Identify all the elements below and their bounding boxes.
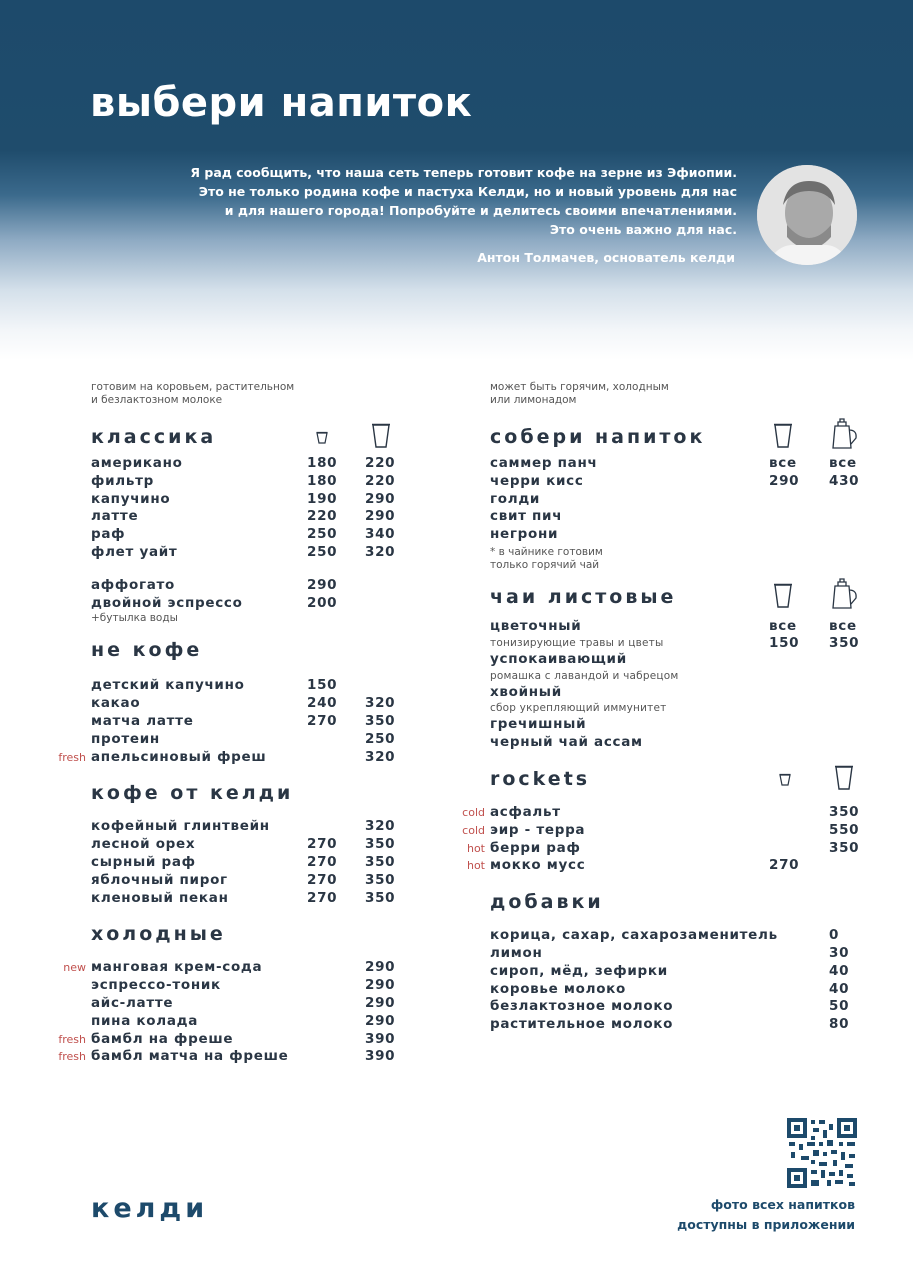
founder-photo — [757, 165, 857, 265]
menu-row: hot мокко мусс 270 — [466, 857, 800, 874]
menu-row: new манговая крем-сода 290 — [63, 959, 396, 976]
menu-row: хвойный — [490, 683, 562, 700]
section-title: собери напиток — [490, 426, 706, 448]
menu-row: какао 240 320 — [91, 695, 396, 712]
menu-row: кофейный глинтвейн 320 — [91, 818, 396, 835]
menu-row: эспрессо-тоник 290 — [91, 977, 396, 994]
menu-row: американо 180 220 — [91, 455, 396, 471]
section-title: чаи листовые — [490, 585, 677, 608]
fresh-tag: fresh — [58, 1050, 86, 1064]
teapot-icon — [830, 578, 858, 610]
menu-row: раф 250 340 — [91, 526, 396, 543]
menu-row: флет уайт 250 320 — [91, 543, 396, 560]
menu-row: fresh апельсиновый фреш 320 — [58, 748, 396, 765]
section-classic — [91, 422, 411, 625]
qr-caption — [677, 1195, 855, 1235]
section-leaf-tea — [490, 582, 870, 752]
quote-author: Антон Толмачев, основатель келди — [477, 250, 735, 265]
tea-description: ромашка с лавандой и чабрецом — [490, 669, 679, 682]
menu-row: fresh бамбл матча на фреше 390 — [58, 1048, 396, 1065]
quote-line: Это очень важно для нас. — [549, 222, 737, 237]
menu-row: успокаивающий — [490, 650, 627, 667]
menu-row: cold асфальт 350 — [462, 803, 860, 820]
menu-row: латте 220 290 — [91, 508, 396, 525]
menu-row: айс-латте 290 — [91, 994, 396, 1011]
menu-row: коровье молоко 40 — [490, 980, 850, 997]
section-title: классика — [91, 426, 217, 448]
menu-row: растительное молоко 80 — [490, 1016, 850, 1033]
menu-row: hot берри раф 350 — [466, 839, 860, 856]
menu-row: голди — [490, 490, 541, 507]
menu-row: черный чай ассам — [490, 734, 643, 751]
section-title: добавки — [490, 891, 604, 914]
menu-left-column — [58, 381, 411, 1066]
section-not-coffee — [58, 635, 411, 766]
section-title: не кофе — [91, 639, 203, 662]
menu-row: протеин 250 — [91, 730, 396, 747]
menu-row: аффогато 290 — [91, 576, 338, 593]
section-cold — [58, 919, 411, 1066]
large-cup-icon — [773, 582, 793, 608]
build-note: может быть горячим, холодным или лимонадом — [490, 381, 669, 406]
large-cup-icon — [773, 422, 793, 448]
page-title: выбери напиток — [90, 80, 473, 126]
menu-row: свит пич — [490, 508, 563, 525]
menu-row: лимон 30 — [490, 944, 850, 961]
menu-row: гречишный — [490, 716, 587, 733]
menu-row: капучино 190 290 — [91, 490, 396, 507]
espresso-note: +бутылка воды — [91, 612, 178, 625]
founder-quote — [177, 163, 737, 239]
hot-tag: hot — [466, 859, 485, 873]
large-cup-icon — [834, 764, 854, 790]
menu-row: сироп, мёд, зефирки 40 — [490, 962, 850, 979]
section-build-drink — [490, 422, 870, 572]
section-title: кофе от келди — [91, 782, 294, 805]
menu-row: черри кисс 290 430 — [490, 472, 860, 489]
qr-caption-line: доступны в приложении — [677, 1217, 855, 1232]
teapot-icon — [830, 418, 858, 450]
hot-tag: hot — [466, 841, 485, 855]
small-cup-icon — [316, 431, 328, 444]
cold-tag: cold — [462, 805, 485, 819]
menu-row: матча латте 270 350 — [91, 712, 396, 729]
menu-row: двойной эспрессо 200 — [91, 594, 338, 611]
tea-description: сбор укрепляющий иммунитет — [490, 702, 667, 715]
menu-right-column — [462, 381, 870, 1034]
quote-line: и для нашего города! Попробуйте и делитесь своими впечатлениями. — [224, 203, 737, 218]
fresh-tag: fresh — [58, 750, 86, 764]
teapot-note: * в чайнике готовим только горячий чай — [490, 545, 603, 571]
menu-row: пина колада 290 — [91, 1012, 396, 1029]
quote-line: Я рад сообщить, что наша сеть теперь готовит кофе на зерне из Эфиопии. — [190, 165, 737, 180]
large-cup-icon — [371, 422, 391, 448]
menu-row: кленовый пекан 270 350 — [91, 889, 396, 906]
small-cup-icon — [779, 773, 791, 786]
milk-note: готовим на коровьем, растительном и безлактозном молоке — [91, 381, 295, 406]
section-additions — [490, 887, 870, 1034]
menu-row: фильтр 180 220 — [91, 472, 396, 489]
section-keldi-coffee — [91, 778, 411, 907]
section-rockets — [462, 764, 870, 875]
menu-row: цветочный все все — [490, 617, 857, 634]
cold-tag: cold — [462, 823, 485, 837]
qr-code[interactable] — [787, 1118, 857, 1188]
menu-row: безлактозное молоко 50 — [490, 998, 850, 1015]
menu-row: сырный раф 270 350 — [91, 853, 396, 870]
menu-row: негрони — [490, 526, 559, 543]
section-title: холодные — [91, 923, 226, 946]
menu-row: cold эир - терра 550 — [462, 821, 860, 838]
fresh-tag: fresh — [58, 1032, 86, 1046]
menu-row: детский капучино 150 — [91, 677, 338, 694]
quote-line: Это не только родина кофе и пастуха Келди, но и новый уровень для нас — [198, 184, 737, 199]
new-tag: new — [63, 961, 86, 975]
tea-description: тонизирующие травы и цветы 150 350 — [490, 634, 860, 651]
menu-row: лесной орех 270 350 — [91, 836, 396, 853]
qr-caption-line: фото всех напитков — [710, 1197, 855, 1212]
menu-row: яблочный пирог 270 350 — [91, 871, 396, 888]
menu-row: корица, сахар, сахарозаменитель 0 — [490, 927, 840, 944]
menu-row: саммер панч все все — [490, 455, 857, 471]
section-title: rockets — [490, 767, 591, 790]
brand-logo: келди — [91, 1193, 209, 1224]
menu-row: fresh бамбл на фреше 390 — [58, 1030, 396, 1047]
